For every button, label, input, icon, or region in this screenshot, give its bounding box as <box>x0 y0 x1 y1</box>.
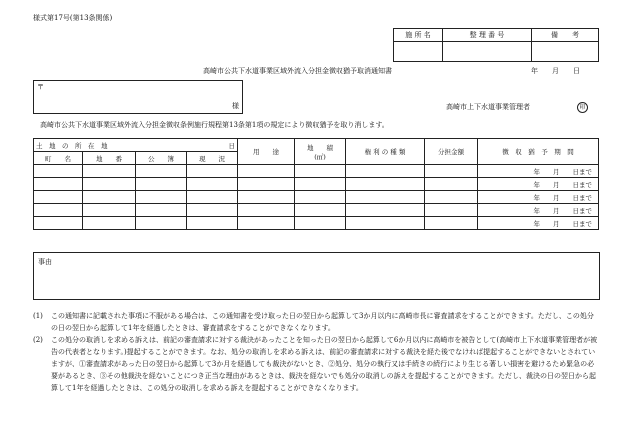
form-number: 様式第17号(第13条関係) <box>33 14 113 22</box>
issue-date[interactable]: 年 月 日 <box>531 67 580 75</box>
sub-header-current: 現 況 <box>187 152 238 165</box>
land-table <box>33 138 599 230</box>
note-item <box>33 310 599 334</box>
addressee-box[interactable] <box>33 80 243 114</box>
notes-section <box>33 310 599 394</box>
seal-mark: 印 <box>577 102 588 113</box>
period-cell[interactable]: 年 月 日まで <box>478 165 599 178</box>
document-title: 高崎市公共下水道事業区域外流入分担金徴収猶予取消通知書 <box>203 67 392 75</box>
postal-mark: 〒 <box>37 83 44 91</box>
table-row <box>34 217 599 230</box>
note-text: この処分の取消しを求める訴えは、前記の審査請求に対する裁決があったことを知った日の翌日から起算して6か月以内に高崎市を被告として(高崎市上下水道事業管理者が被告の代表者となります。)提起することができます。なお、処分の取消しを求める訴えは、前記の審査請求に対する裁決を経た後でなければ提起することができないとされていますが、①審査請求があった日の翌日から起算して3か月を経過しても裁決がないとき、②処分、処分の執行又は手続きの続行により生じる著しい損害を避けるため緊急の必要があるとき、③その他裁決を経ないことにつき正当な理由があるときは、裁決を経ないでも処分の取消しの訴えを提起することができます。ただし、裁決の日の翌日から起算して1年を経過したときは、この処分の取消しを求める訴えを提起することができなくなります。 <box>51 336 598 392</box>
period-cell[interactable]: 年 月 日まで <box>478 178 599 191</box>
amount-header: 分担金額 <box>425 139 478 165</box>
note-number: (1) <box>33 312 43 320</box>
office-cell-receive[interactable] <box>394 42 443 62</box>
period-cell[interactable]: 年 月 日まで <box>478 217 599 230</box>
note-number: (2) <box>33 336 43 344</box>
office-table <box>393 28 599 62</box>
table-row <box>34 204 599 217</box>
sub-header-registry: 公 簿 <box>136 152 187 165</box>
office-cell-number[interactable] <box>443 42 532 62</box>
period-header: 徴 収 猶 予 期 間 <box>478 139 599 165</box>
reason-label: 事由 <box>38 258 52 266</box>
sub-header-town: 町 名 <box>34 152 83 165</box>
sama-label: 様 <box>232 102 239 110</box>
office-header-number: 整 理 番 号 <box>443 29 532 42</box>
reason-box[interactable] <box>33 252 600 300</box>
sub-header-lot: 地 番 <box>83 152 136 165</box>
right-type-header: 権 利 の 種 類 <box>346 139 425 165</box>
usage-header: 用 途 <box>238 139 295 165</box>
area-header: 地 積 (㎡) <box>295 139 346 165</box>
table-row <box>34 178 599 191</box>
location-header: 土 地 の 所 在 地 日 <box>34 139 238 152</box>
period-cell[interactable]: 年 月 日まで <box>478 191 599 204</box>
statement-text: 高崎市公共下水道事業区域外流入分担金徴収条例施行規程第13条第1項の規定により徴収猶予を取り消します。 <box>40 121 389 129</box>
table-row <box>34 191 599 204</box>
office-header-receive: 施 所 名 <box>394 29 443 42</box>
office-header-note: 備 考 <box>532 29 599 42</box>
office-cell-note[interactable] <box>532 42 599 62</box>
note-item <box>33 334 599 394</box>
table-row <box>34 165 599 178</box>
note-text: この通知書に記載された事項に不服がある場合は、この通知書を受け取った日の翌日から起算して3か月以内に高崎市長に審査請求をすることができます。ただし、この処分の日の翌日から起算して1年を経過したときは、審査請求をすることができなくなります。 <box>51 312 594 332</box>
issuer-name: 高崎市上下水道事業管理者 <box>446 103 530 111</box>
period-cell[interactable]: 年 月 日まで <box>478 204 599 217</box>
